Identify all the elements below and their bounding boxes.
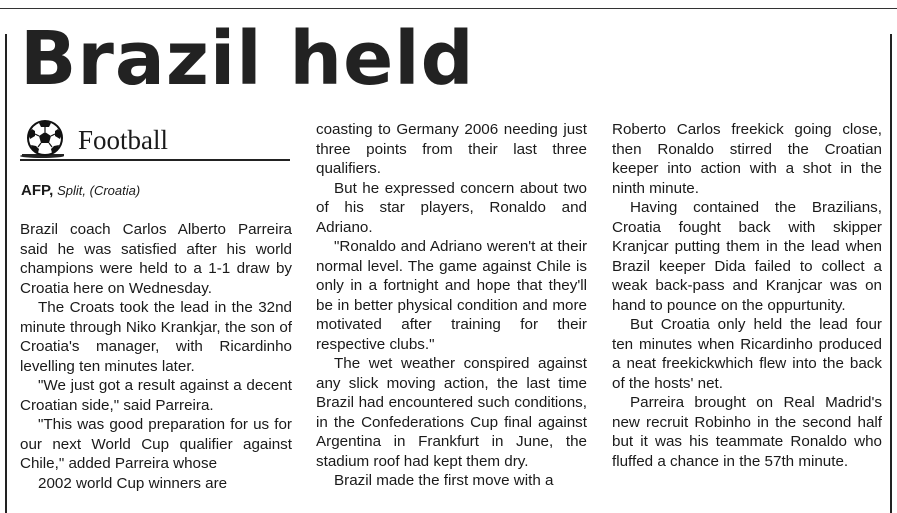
article-column-2 [316,120,587,491]
paragraph: coasting to Germany 2006 needing just three points from their last three qualifiers. [316,121,587,177]
paragraph: Brazil made the first move with a [334,472,554,489]
top-rule [0,8,897,9]
paragraph: "This was good preparation for us for our next World Cup qualifier against Chile," added Parreira whose [20,416,292,472]
right-border-rule [890,34,892,513]
football-icon [20,119,72,159]
byline [21,182,140,199]
byline-place: Split, (Croatia) [57,183,141,198]
section-header [20,117,290,161]
paragraph: Brazil coach Carlos Alberto Parreira said he was satisfied after his world champions were held to a 1-1 draw by Croatia here on Wednesday. [20,221,292,297]
article-column-3 [612,120,882,471]
article-column-1 [20,220,292,493]
paragraph: But Croatia only held the lead four ten minutes when Ricardinho produced a neat freekickwhich flew into the back of the hosts' net. [612,316,882,392]
paragraph: But he expressed concern about two of his star players, Ronaldo and Adriano. [316,179,587,236]
paragraph: The Croats took the lead in the 32nd minute through Niko Krankjar, the son of Croatia's manager, with Ricardinho levelling ten minutes later. [20,299,292,375]
paragraph: 2002 world Cup winners are [38,474,228,492]
paragraph: "Ronaldo and Adriano weren't at their normal level. The game against Chile is only in a fortnight and hope that they'll be in better physical condition and more motivated after training for their respective clubs." [316,238,587,353]
headline: Brazil held [20,16,475,102]
paragraph: Having contained the Brazilians, Croatia fought back with skipper Kranjcar putting them in the lead when Brazil keeper Dida failed to collect a weak back-pass and Kranjcar was on hand to pounce on the oppurtunity. [612,199,882,314]
paragraph: Roberto Carlos freekick going close, then Ronaldo stirred the Croatian keeper into action with a shot in the ninth minute. [612,121,882,197]
left-border-rule [5,34,7,513]
paragraph: "We just got a result against a decent Croatian side," said Parreira. [20,377,292,414]
section-label: Football [78,125,169,155]
paragraph: The wet weather conspired against any slick moving action, the last time Brazil had encountered such conditions, in the Confederations Cup final against Argentina in Frankfurt in June, the stadium roof had kept them dry. [316,355,587,470]
byline-agency: AFP, [21,182,54,199]
paragraph: Parreira brought on Real Madrid's new recruit Robinho in the second half but it was his teammate Ronaldo who fluffed a chance in the 57th minute. [612,394,882,470]
